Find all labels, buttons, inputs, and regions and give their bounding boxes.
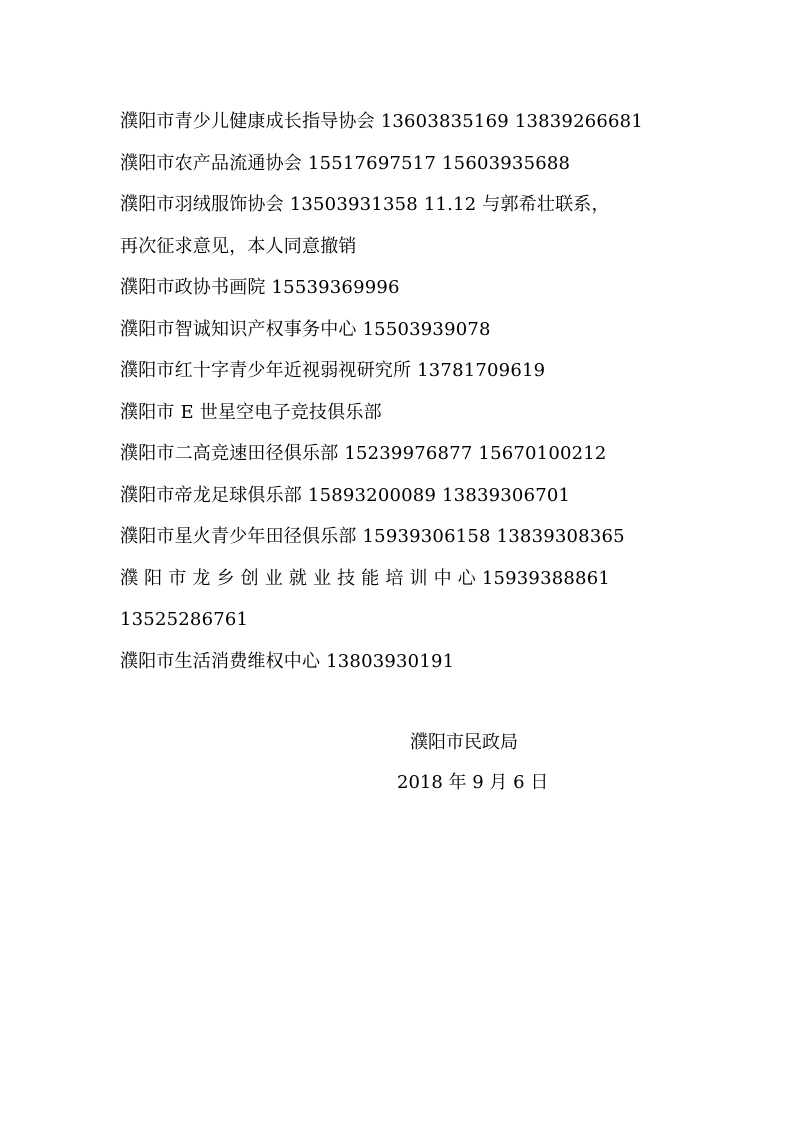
list-item: 濮阳市智诚知识产权事务中心 15503939078 [120,318,491,340]
list-item: 濮阳市生活消费维权中心 13803930191 [120,650,455,672]
list-item: 濮阳市青少儿健康成长指导协会 13603835169 13839266681 [120,111,643,132]
list-item: 濮阳市羽绒服饰协会 13503931358 11.12 与郭希壮联系， [120,194,610,215]
list-item: 濮阳市帝龙足球俱乐部 15893200089 13839306701 [120,484,571,506]
list-item: 濮阳市 E 世星空电子竞技俱乐部 [120,401,382,423]
signature-date: 2018 年 9 月 6 日 [397,772,549,793]
list-item: 濮阳市红十字青少年近视弱视研究所 13781709619 [120,360,546,381]
organization-list [120,101,676,682]
list-item: 濮 阳 市 龙 乡 创 业 就 业 技 能 培 训 中 心 15939388861 [120,567,610,589]
signature-organization: 濮阳市民政局 [410,732,518,753]
list-item: 濮阳市二高竞速田径俱乐部 15239976877 15670100212 [120,443,607,464]
list-item: 濮阳市政协书画院 15539369996 [120,277,400,298]
list-item: 13525286761 [120,609,249,630]
list-item: 濮阳市星火青少年田径俱乐部 15939306158 13839308365 [120,526,625,547]
list-item: 再次征求意见，本人同意撤销 [120,235,357,257]
list-item: 濮阳市农产品流通协会 15517697517 15603935688 [120,152,571,174]
